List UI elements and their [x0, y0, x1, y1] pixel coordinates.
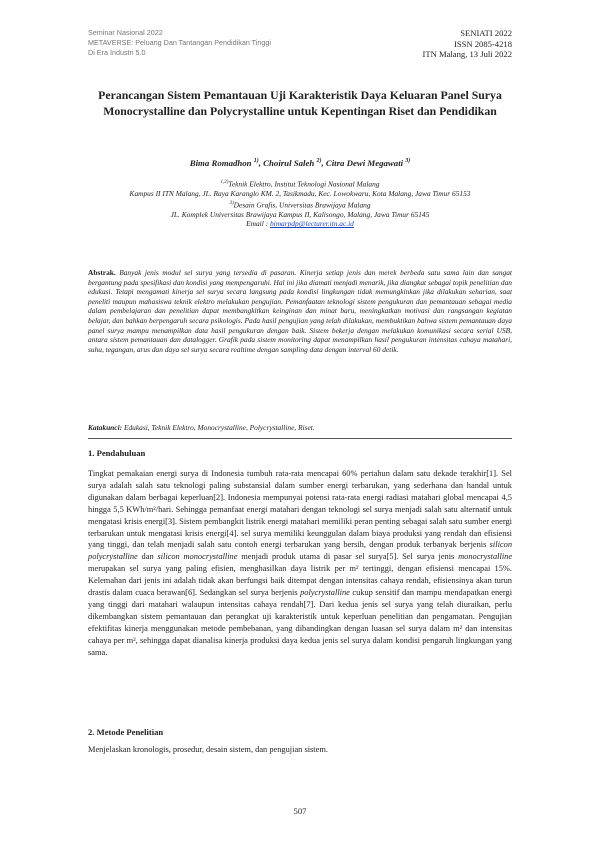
section-2-body: Menjelaskan kronologis, prosedur, desain sistem, dan pengujian sistem.: [88, 745, 328, 754]
author-3-mark: 3): [405, 158, 411, 165]
issn-header: [422, 28, 512, 60]
section-divider: [88, 438, 512, 439]
affil-2-dept: Desain Grafis, Universitas Brawijaya Malang: [233, 200, 371, 210]
section-1-heading: 1. Pendahuluan: [88, 448, 146, 458]
conference-theme: METAVERSE: Peluang Dan Tantangan Pendidikan Tinggi: [88, 38, 271, 47]
conference-name: Seminar Nasional 2022: [88, 28, 163, 37]
affiliations: [88, 178, 512, 229]
page-number: 507: [293, 806, 307, 816]
author-2-mark: 2): [316, 158, 322, 165]
term-polycrystalline: silicon polycrystalline: [88, 540, 513, 562]
section-1-paragraph: [88, 468, 512, 659]
affil-1-dept: Teknik Elektro, Institut Teknologi Nasional Malang: [228, 179, 380, 189]
term-monocrystalline-2: monocrystalline: [458, 552, 513, 562]
affil-1-address: Kampus II ITN Malang, JL. Raya Karanglo KM. 2, Tasikmadu, Kec. Lowokwaru, Kota Malang, Jawa Timur 65153: [129, 189, 471, 199]
conference-theme-cont: Di Era Industri 5.0: [88, 48, 146, 57]
affil-2-mark: 3): [229, 200, 234, 206]
abstract-label: Abstrak.: [88, 268, 116, 277]
email-link[interactable]: bimarpdp@lecturer.itn.ac.id: [269, 219, 354, 229]
paper-title: Perancangan Sistem Pemantauan Uji Karakteristik Daya Keluaran Panel Surya Monocrystalline dan Polycrystalline untuk Kepentingan Riset dan Pendidikan: [98, 88, 502, 118]
abstract: [88, 268, 512, 354]
author-2: Choirul Saleh: [263, 158, 315, 168]
author-3: Citra Dewi Megawati: [325, 158, 404, 168]
intro-text-c: merupakan sel surya yang paling efisien, menghasilkan daya listrik per m² tertinggi, dengan efisiensi mencapai 15%. Kelemahan dari jenis ini adalah tidak akan berfungsi baik ditempat dengan intensitas cahaya rendah, efisiensinya akan turun drastis dalam cuaca berawan[6]. Sedangkan sel surya berjenis: [88, 564, 512, 598]
venue-date: ITN Malang, 13 Juli 2022: [422, 49, 512, 59]
issn: ISSN 2085-4218: [453, 38, 512, 49]
intro-and: dan: [141, 552, 154, 562]
section-2-heading: 2. Metode Penelitian: [88, 727, 164, 737]
author-list: Bima Romadhon $^{1)}$, Choirul Saleh $^{2)}$, Citra Dewi Megawati $^{3)}$: [189, 158, 411, 168]
intro-text-a: Tingkat pemakaian energi surya di Indonesia tumbuh rata-rata mencapai 60% pertahun dalam satu dekade terakhir[1]. Sel surya adalah salah satu teknologi paling substansial dalam sumber energi terbarukan, yang sederhana dan handal untuk digunakan dalam berbagai keperluan[2]. Indonesia mempunyai potensi rata-rata energi radiasi matahari global mencapai 4,5 hingga 5,5 KWh/m²/hari. Sehingga pemanfaat energi matahari dengan teknologi sel surya menjadi salah satu alternatif untuk mengatasi krisis energi[3]. Sistem pembangkit listrik energi matahari memiliki peran penting sebagai salah satu sumber energi terbarukan untuk mengatasi krisis energi[4]. sel surya memiliki keunggulan dalam biaya produksi yang rendah dan efisiensi yang tinggi, dan telah menjadi salah satu contoh energi terbarukan yang bersih, dengan produk terbanyak berjenis: [88, 469, 512, 550]
affil-2-address: JL. Komplek Universitas Brawijaya Kampus II, Kalisongo, Malang, Jawa Timur 65145: [170, 209, 430, 219]
affil-1-mark: 1,2): [220, 180, 229, 185]
term-polycrystalline-2: polycrystalline: [300, 588, 350, 598]
term-monocrystalline: silicon monocrystalline: [157, 552, 238, 562]
section-1-body: [88, 468, 512, 659]
keywords: [88, 423, 512, 432]
seminar-code: SENIATI 2022: [460, 28, 512, 38]
keywords-label: Katakunci:: [88, 423, 123, 432]
email-label: Email :: [246, 219, 269, 229]
author-1-mark: 1): [253, 158, 259, 165]
intro-text-b: menjadi produk utama di pasar sel surya[5]. Sel surya jenis: [241, 552, 455, 562]
intro-text-d: cukup sensitif dan mampu mendapatkan energi yang tinggi dari matahari walaupun intensitas cahaya rendah[7]. Dari kedua jenis sel surya yang telah diuraikan, perlu dikembangkan sistem pemantauan dan perangkat uji karakteristik untuk keperluan penelitian dan pengamatan. Pengujian efektifitas kinerja menggunakan metode pembebanan, yang dibandingkan dengan luasan sel surya dalam m² dan intensitas cahaya per m², sehingga dapat dianalisa kinerja produksi daya kedua jenis sel surya dalam kondisi pengaruh lingkungan yang sama.: [88, 588, 513, 657]
author-1: Bima Romadhon: [189, 158, 252, 168]
keywords-text: Edukasi, Teknik Elektro, Monocrystalline, Polycrystalline, Riset.: [123, 423, 315, 432]
conference-header: [88, 28, 271, 58]
abstract-text: Banyak jenis modul sel surya yang tersedia di pasaran. Kinerja setiap jenis dan merek berbeda satu sama lain dan sangat bergantung pada spesifikasi dan kondisi yang mempengaruhi. Hal ini jika diamati menjadi menarik, jika diangkat sebagai topik penelitian dan edukasi. Tetapi mengamati kinerja sel surya secara langsung pada kondisi lingkungan tidak memungkinkan jika dilakukan seharian, saat peneliti maupun mahasiswa teknik elektro melakukan pengujian. Pemanfaatan teknologi sistem pengukuran dan pemantauan sebagai media dalam pembelajaran dan penelitian dapat membangkitkan keinginan dan minat baru, meningkatkan motivasi dan rangsangan kegiatan belajar, dan bahkan berpengaruh secara psikologis. Pada hasil pengujian yang telah dilakukan, membuktikan bahwa sistem pemantauan daya panel surya mampu menampilkan data hasil pengukuran dengan baik. Sistem bekerja dengan melakukan komunikasi secara serial USB, antara sistem pemantauan dan datalogger. Grafik pada sistem monitoring dapat menampilkan hasil pengukuran intensitas cahaya matahari, suhu, tegangan, arus dan daya sel surya secara realtime dengan sampling data dengan interval 60 detik.: [88, 268, 512, 354]
